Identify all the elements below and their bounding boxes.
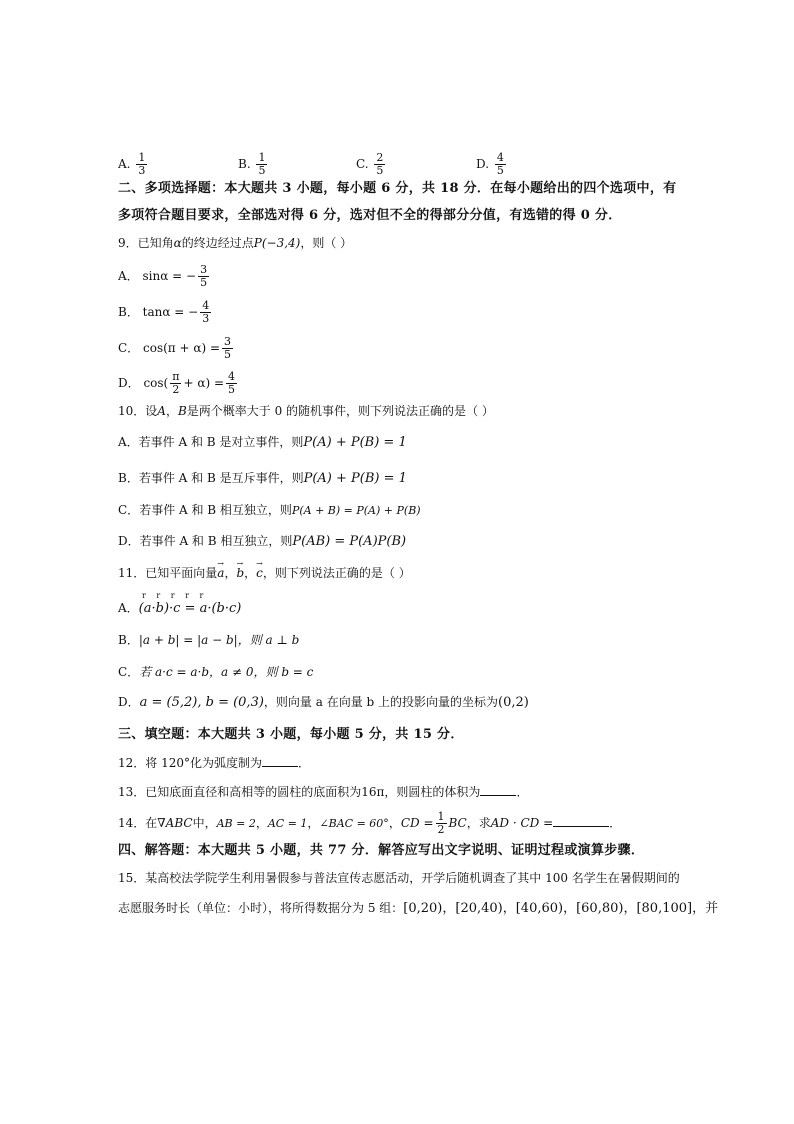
answer-blank[interactable] (480, 783, 516, 796)
q14: 14．在∇ABC中，AB = 2，AC = 1，∠BAC = 60°，CD = $\frac{1}{2}$ BC，求AD · CD = ． (118, 810, 622, 836)
q8-option-a: A. $\frac{1}{3}$ (118, 151, 146, 177)
fraction: $\frac{3}{5}$ (224, 335, 232, 361)
answer-blank[interactable] (553, 814, 609, 827)
fraction: $\frac{1}{2}$ (437, 810, 445, 836)
q12: 12．将 120°化为弧度制为 ． (118, 756, 311, 770)
q10-option-c: C．若事件 A 和 B 相互独立，则P(A + B) = P(A) + P(B) (118, 503, 421, 517)
section2-line1: 二、多项选择题：本大题共 3 小题，每小题 6 分，共 18 分．在每小题给出的四个选项中，有 (118, 181, 677, 196)
q9-option-c: C． cos(π + α) = $\frac{3}{5}$ (118, 335, 232, 361)
q10-option-a: A．若事件 A 和 B 是对立事件，则P(A) + P(B) = 1 (118, 435, 407, 450)
fraction: $\frac{4}{5}$ (496, 151, 504, 177)
q15-line1: 15．某高校法学院学生利用暑假参与普法宣传志愿活动，开学后随机调查了其中 100 名学生在暑假期间的 (118, 871, 680, 885)
q9-stem: 9．已知角α的终边经过点P(−3,4)，则（ ） (118, 236, 353, 250)
q8-option-c: C. $\frac{2}{5}$ (356, 151, 384, 177)
q8-options (118, 146, 638, 176)
fraction: $\frac{2}{5}$ (376, 151, 384, 177)
q8-option-d: D. $\frac{4}{5}$ (476, 151, 504, 177)
q9-option-d: D． cos( $\frac{\pi}{2}$ + α) = $\frac{4}{5}$ (118, 370, 236, 396)
section4-title: 四、解答题：本大题共 5 小题，共 77 分．解答应写出文字说明、证明过程或演算步骤． (118, 843, 645, 858)
section3-title: 三、填空题：本大题共 3 小题，每小题 5 分，共 15 分． (118, 727, 464, 742)
q10-option-b: B．若事件 A 和 B 是互斥事件，则P(A) + P(B) = 1 (118, 471, 407, 486)
fraction: $\frac{4}{5}$ (228, 370, 236, 396)
q11-stem: 11．已知平面向量→ a，→ b，→ c，则下列说法正确的是（ ） (118, 565, 411, 581)
q13: 13．已知底面直径和高相等的圆柱的底面积为16π，则圆柱的体积为 ． (118, 785, 529, 799)
fraction: $\frac{4}{3}$ (202, 299, 210, 325)
q11-option-d: D．a = (5,2), b = (0,3)，则向量 a 在向量 b 上的投影向量的坐标为(0,2) (118, 695, 529, 710)
section2-line2: 多项符合题目要求，全部选对得 6 分，选对但不全的得部分分值，有选错的得 0 分． (118, 208, 622, 223)
answer-blank[interactable] (262, 754, 298, 767)
q8-option-b: B. $\frac{1}{5}$ (238, 151, 266, 177)
vector-marks: r r r r r (142, 591, 208, 600)
exam-page: A. $\frac{1}{3}$ B. $\frac{1}{5}$ C. $\frac{2}{5}$ D. $\frac{4}{5}$ 二、多项选择题：本大题共 3 小题，每小题 6 分，共 18 分．在每小题给出的四个选项中，有 多项符合题目要求，全部选对得 6 分，选对但不全的得部分分值，有选错的得 0 分． 9．已知角α的终边经过点P(−3,4)，则（ ） A． sinα = − $\frac{3}{5}$ B． tanα = − $\frac{4}{3}$ C． cos(π + α) = $\frac{3}{5}$ D． cos( $\frac{\pi}{2}$ + α) = $\frac{4}{5}$ 10．设A，B是两个概率大于 0 的随机事件，则下列说法正确的是（ ） A．若事件 A 和 B 是对立事件，则P(A) + P(B) = 1 B．若事件 A 和 B 是互斥事件，则P(A) + P(B) = 1 C．若事件 A 和 B 相互独立，则P(A + B) = P(A) + P(B) D．若事件 A 和 B 相互独立，则P(AB) = P(A)P(B) 11．已知平面向量→ a，→ b，→ c，则下列说法正确的是（ ） r r r r r A．(a·b)·c = a·(b·c) B．|a + b| = |a − b|，则 a ⊥ b C．若 a·c = a·b，a ≠ 0，则 b = c D．a = (5,2), b = (0,3)，则向量 a 在向量 b 上的投影向量的坐标为(0,2) 三、填空题：本大题共 3 小题，每小题 5 分，共 15 分． 12．将 120°化为弧度制为 ． 13．已知底面直径和高相等的圆柱的底面积为16π，则圆柱的体积为 ． 14．在∇ABC中，AB = 2，AC = 1，∠BAC = 60°，CD = $\frac{1}{2}$ BC，求AD · CD = ． 四、解答题：本大题共 5 小题，共 77 分．解答应写出文字说明、证明过程或演算步骤． 15．某高校法学院学生利用暑假参与普法宣传志愿活动，开学后随机调查了其中 100 名学生在暑假期间的 志愿服务时长（单位：小时），将所得数据分为 5 组：[0,20)，[20,40)，[40,60)，[60,80)，[80,100]，并 (0, 0, 794, 1124)
q11-option-c: C．若 a·c = a·b，a ≠ 0，则 b = c (118, 665, 314, 679)
q9-option-b: B． tanα = − $\frac{4}{3}$ (118, 299, 210, 325)
q15-line2: 志愿服务时长（单位：小时），将所得数据分为 5 组：[0,20)，[20,40)，[40,60)，[60,80)，[80,100]，并 (118, 901, 719, 916)
q11-option-b: B．|a + b| = |a − b|，则 a ⊥ b (118, 633, 300, 647)
q10-stem: 10．设A，B是两个概率大于 0 的随机事件，则下列说法正确的是（ ） (118, 404, 494, 418)
fraction: $\frac{1}{3}$ (138, 151, 146, 177)
fraction: $\frac{3}{5}$ (200, 263, 208, 289)
fraction: $\frac{\pi}{2}$ (172, 370, 180, 396)
fraction: $\frac{1}{5}$ (258, 151, 266, 177)
q9-option-a: A． sinα = − $\frac{3}{5}$ (118, 263, 208, 289)
q10-option-d: D．若事件 A 和 B 相互独立，则P(AB) = P(A)P(B) (118, 534, 407, 549)
